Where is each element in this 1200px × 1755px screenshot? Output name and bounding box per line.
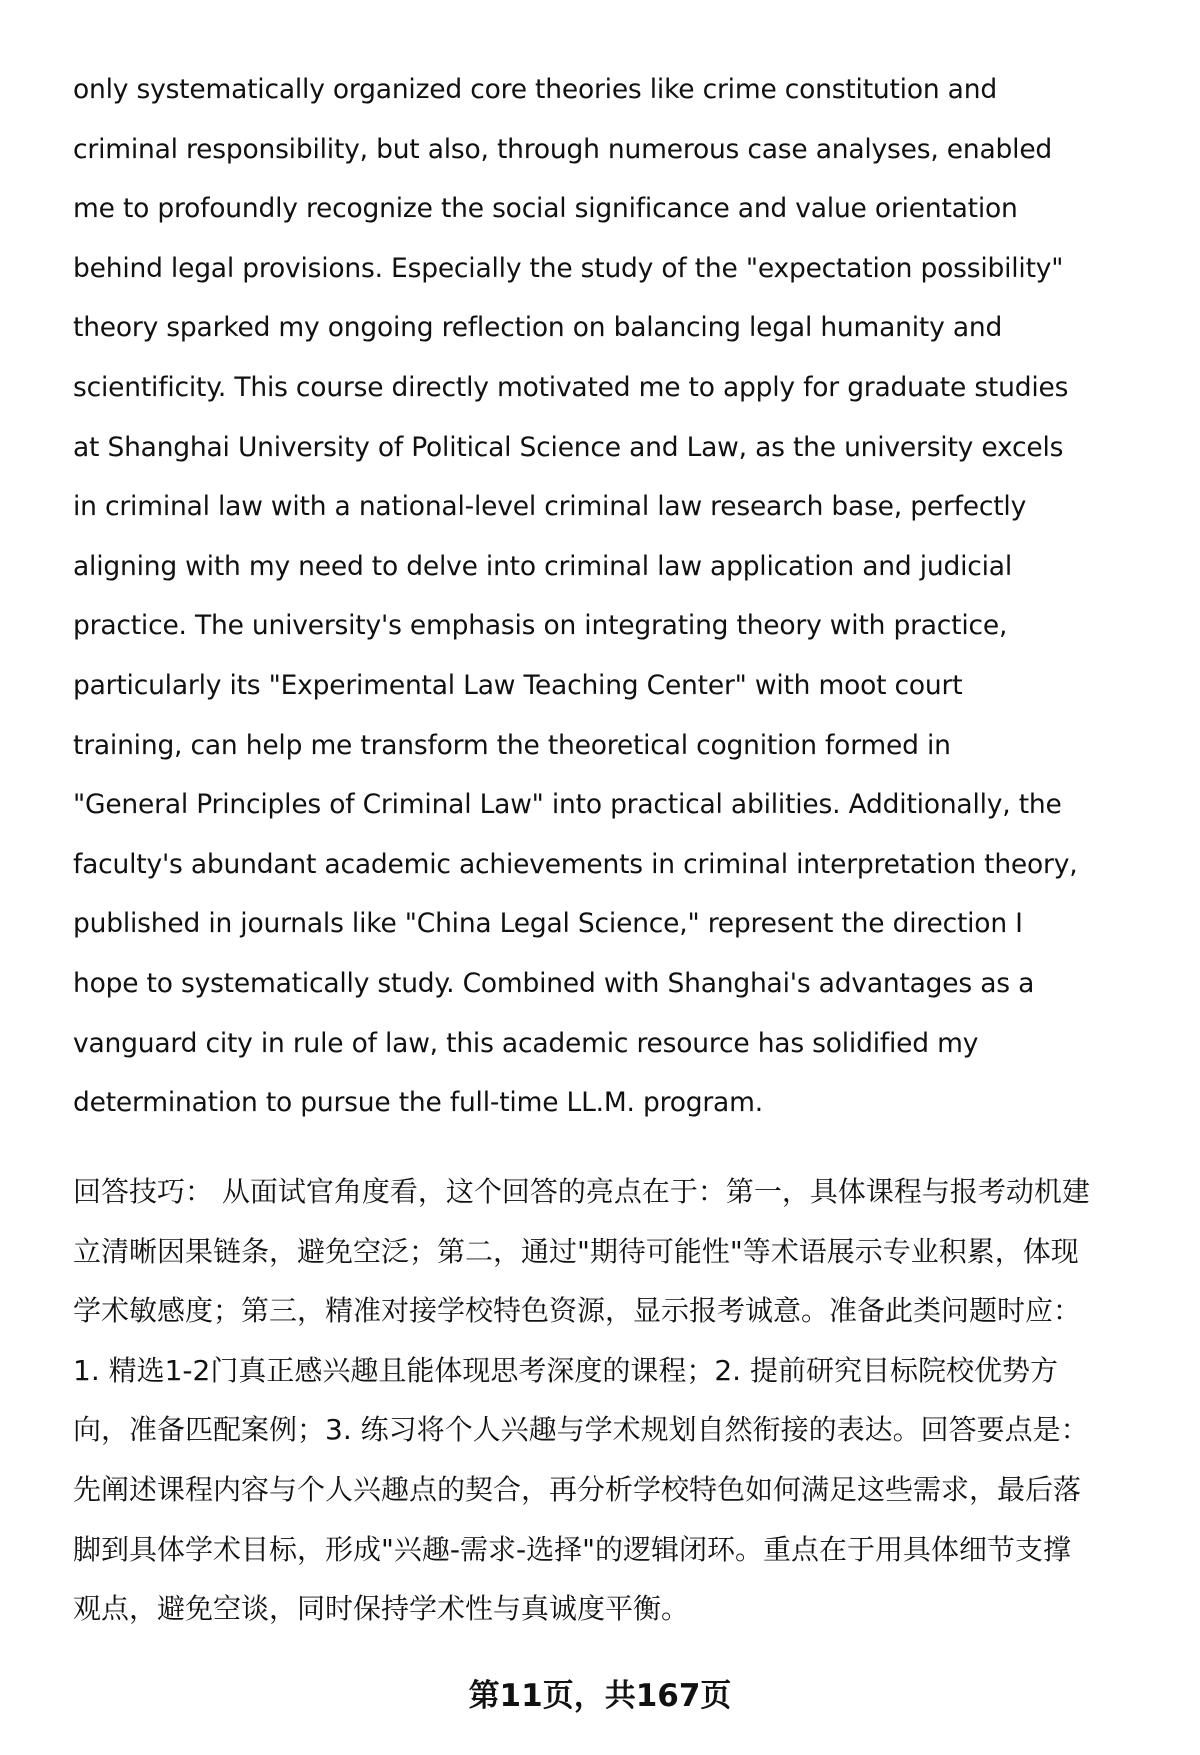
text-line: theory sparked my ongoing reflection on balancing legal humanity and: [73, 312, 1003, 344]
answer-paragraph: [73, 60, 1077, 1133]
text-line: aligning with my need to delve into criminal law application and judicial: [73, 550, 1012, 582]
text-line: 先阐述课程内容与个人兴趣点的契合，再分析学校特色如何满足这些需求，最后落: [73, 1472, 1082, 1506]
text-line: published in journals like "China Legal Science," represent the direction I: [73, 908, 1023, 940]
text-line: particularly its "Experimental Law Teaching Center" with moot court: [73, 669, 963, 701]
text-line: me to profoundly recognize the social significance and value orientation: [73, 193, 1018, 225]
text-line: 向，准备匹配案例；3. 练习将个人兴趣与学术规划自然衔接的表达。回答要点是：: [73, 1413, 1089, 1447]
text-line: determination to pursue the full-time LL.M. program.: [73, 1087, 763, 1119]
text-line: only systematically organized core theories like crime constitution and: [73, 74, 997, 105]
text-line: criminal responsibility, but also, through numerous case analyses, enabled: [73, 133, 1053, 165]
text-line: scientificity. This course directly motivated me to apply for graduate studies: [73, 371, 1069, 403]
text-line: in criminal law with a national-level criminal law research base, perfectly: [73, 491, 1027, 523]
text-line: 回答技巧： 从面试官角度看，这个回答的亮点在于：第一，具体课程与报考动机建: [73, 1175, 1090, 1208]
text-line: practice. The university's emphasis on integrating theory with practice,: [73, 610, 1008, 642]
text-line: training, can help me transform the theoretical cognition formed in: [73, 729, 951, 761]
text-line: 脚到具体学术目标，形成"兴趣-需求-选择"的逻辑闭环。重点在于用具体细节支撑: [73, 1532, 1071, 1566]
text-line: vanguard city in rule of law, this academic resource has solidified my: [73, 1027, 979, 1059]
text-line: 1. 精选1-2门真正感兴趣且能体现思考深度的课程；2. 提前研究目标院校优势方: [73, 1353, 1058, 1387]
text-line: behind legal provisions. Especially the study of the "expectation possibility": [73, 252, 1064, 284]
text-line: faculty's abundant academic achievements in criminal interpretation theory,: [73, 848, 1078, 880]
text-line: "General Principles of Criminal Law" into practical abilities. Additionally, the: [73, 789, 1062, 821]
text-line: 观点，避免空谈，同时保持学术性与真诚度平衡。: [73, 1592, 690, 1626]
text-line: hope to systematically study. Combined with Shanghai's advantages as a: [73, 967, 1035, 999]
text-line: 立清晰因果链条，避免空泛；第二，通过"期待可能性"等术语展示专业积累，体现: [73, 1234, 1079, 1268]
page-number: 第11页，共167页: [468, 1678, 732, 1714]
answer-tips-paragraph: [73, 1162, 1090, 1639]
text-line: 学术敏感度；第三，精准对接学校特色资源，显示报考诚意。准备此类问题时应：: [73, 1294, 1082, 1328]
text-line: at Shanghai University of Political Science and Law, as the university excels: [73, 431, 1064, 463]
